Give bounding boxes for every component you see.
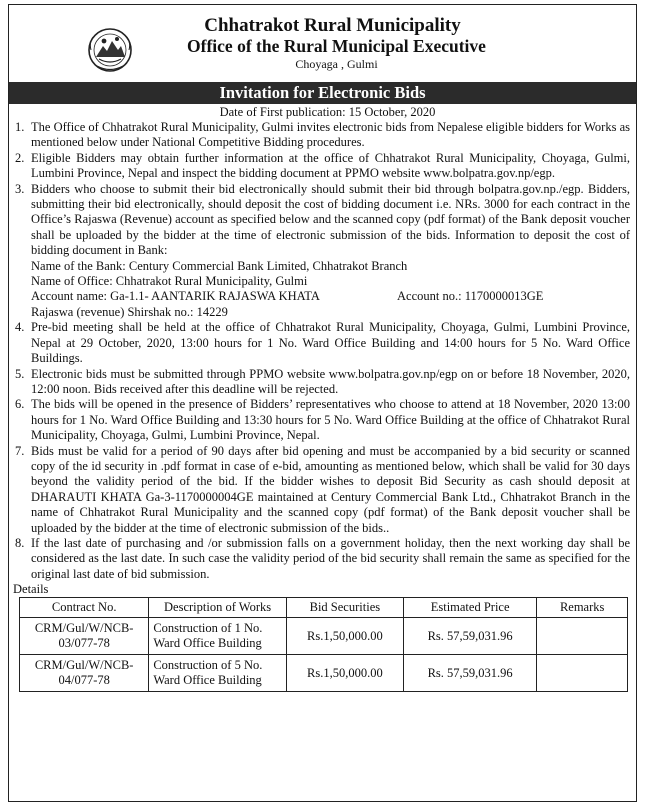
remarks-cell (537, 655, 628, 692)
details-table (19, 597, 628, 692)
list-item (9, 397, 636, 443)
list-item (9, 151, 636, 182)
notice-page (8, 4, 637, 802)
bank-account-row (31, 289, 630, 304)
notice-header (9, 5, 636, 83)
header-bid-securities: Bid Securities (286, 598, 403, 618)
remarks-cell (537, 618, 628, 655)
municipality-emblem-icon (87, 27, 133, 73)
table-header-row (20, 598, 628, 618)
bid-security-cell: Rs.1,50,000.00 (286, 655, 403, 692)
list-item (9, 182, 636, 321)
revenue-shirshak: Rajaswa (revenue) Shirshak no.: 14229 (31, 304, 228, 319)
list-item (9, 120, 636, 151)
bank-office-name: Name of Office: Chhatrakot Rural Municipality, Gulmi (31, 274, 308, 289)
estimated-price-cell: Rs. 57,59,031.96 (403, 655, 536, 692)
bank-account-number: Account no.: 1170000013GE (397, 289, 544, 304)
item-number: 3. (15, 181, 25, 196)
contract-no-cell: CRM/Gul/W/NCB-04/077-78 (20, 655, 149, 692)
bid-security-cell: Rs.1,50,000.00 (286, 618, 403, 655)
notice-title-banner: Invitation for Electronic Bids (9, 82, 636, 104)
org-name: Chhatrakot Rural Municipality (204, 15, 461, 36)
item-number: 4. (15, 320, 25, 335)
item-text: Bidders who choose to submit their bid electronically should submit their bid through bolpatra.gov.np./egp. Bidders, submitting their bid electronically, should deposit the cost of bidding document i.e. NRs. 3000 for each contract in the Office’s Rajaswa (Revenue) account as specified below and the scanned copy (pdf format) of the Bank deposit voucher shall be uploaded by the bidder at the time of electronic submission of the bids. Information to deposit the cost of bidding document in Bank: (31, 181, 630, 258)
header-estimated-price: Estimated Price (403, 598, 536, 618)
item-number: 1. (15, 120, 25, 134)
header-remarks: Remarks (537, 598, 628, 618)
list-item (9, 536, 636, 582)
item-text: Bids must be valid for a period of 90 days after bid opening and must be accompanied by a bid security or scanned copy of the id security in .pdf format in case of e-bid, amounting as mentioned below, which shall be valid for 30 days beyond the validity period of the bid. If the bidder wishes to deposit Bid Security as cash should deposit at DHARAUTI KHATA Ga-3-1170000004GE maintained at Century Commercial Bank Ltd., Chhatrakot Branch in the name of Chhatrakot Rural Municipality and the scanned copy (pdf format) of the Bank deposit voucher shall be uploaded by the bidder at the time of electronic submission of the bids.. (31, 443, 630, 535)
item-number: 8. (15, 535, 25, 550)
estimated-price-cell: Rs. 57,59,031.96 (403, 618, 536, 655)
office-name: Office of the Rural Municipal Executive (187, 36, 486, 56)
bank-name: Name of the Bank: Century Commercial Bank Limited, Chhatrakot Branch (31, 258, 408, 273)
item-text: Electronic bids must be submitted through PPMO website www.bolpatra.gov.np/egp on or before 18 November, 2020, 12:00 noon. Bids received after this deadline will be rejected. (31, 366, 630, 396)
list-item (9, 320, 636, 366)
item-number: 7. (15, 443, 25, 458)
item-text: The bids will be opened in the presence of Bidders’ representatives who choose to attend at 18 November, 2020 13:00 hours for 1 No. Ward Office Building and 13:30 hours for 5 No. Ward Office Building at the office of Chhatrakot Rural Municipality, Choyaga, Gulmi, Lumbini Province, Nepal. (31, 397, 630, 443)
description-cell: Construction of 1 No. Ward Office Building (149, 618, 286, 655)
details-label: Details (13, 582, 49, 597)
contract-no-cell: CRM/Gul/W/NCB-03/077-78 (20, 618, 149, 655)
notice-items (9, 120, 636, 582)
item-number: 6. (15, 397, 25, 412)
header-contract-no: Contract No. (20, 598, 149, 618)
bank-info (31, 259, 630, 321)
item-number: 5. (15, 366, 25, 381)
item-number: 2. (15, 150, 25, 165)
list-item (9, 444, 636, 536)
office-location: Choyaga , Gulmi (295, 57, 378, 71)
description-cell: Construction of 5 No. Ward Office Building (149, 655, 286, 692)
publication-date: Date of First publication: 15 October, 2020 (219, 105, 436, 119)
table-row (20, 618, 628, 655)
bank-account-name: Account name: Ga-1.1- AANTARIK RAJASWA KHATA (31, 289, 320, 304)
table-row (20, 655, 628, 692)
item-text: Eligible Bidders may obtain further information at the office of Chhatrakot Rural Municipality, Choyaga, Gulmi, Lumbini Province, Nepal and inspect the bidding document at PPMO website www.bolpatra.gov.np/egp. (31, 150, 630, 181)
item-text: Pre-bid meeting shall be held at the office of Chhatrakot Rural Municipality, Choyaga, Gulmi, Lumbini Province, Nepal at 29 October, 2020, 13:00 hours for 1 No. Ward Office Building and 14:00 hours for 5 No. Ward Office Buildings. (31, 320, 630, 366)
header-description: Description of Works (149, 598, 286, 618)
list-item (9, 367, 636, 398)
item-text: If the last date of purchasing and /or submission falls on a government holiday, then the next working day shall be considered as the last date. In such case the validity period of the bid security shall remain the same as specified for the original last date of bid submission. (31, 535, 630, 581)
item-text: The Office of Chhatrakot Rural Municipality, Gulmi invites electronic bids from Nepalese eligible bidders for Works as mentioned below under National Competitive Bidding procedures. (31, 120, 630, 150)
